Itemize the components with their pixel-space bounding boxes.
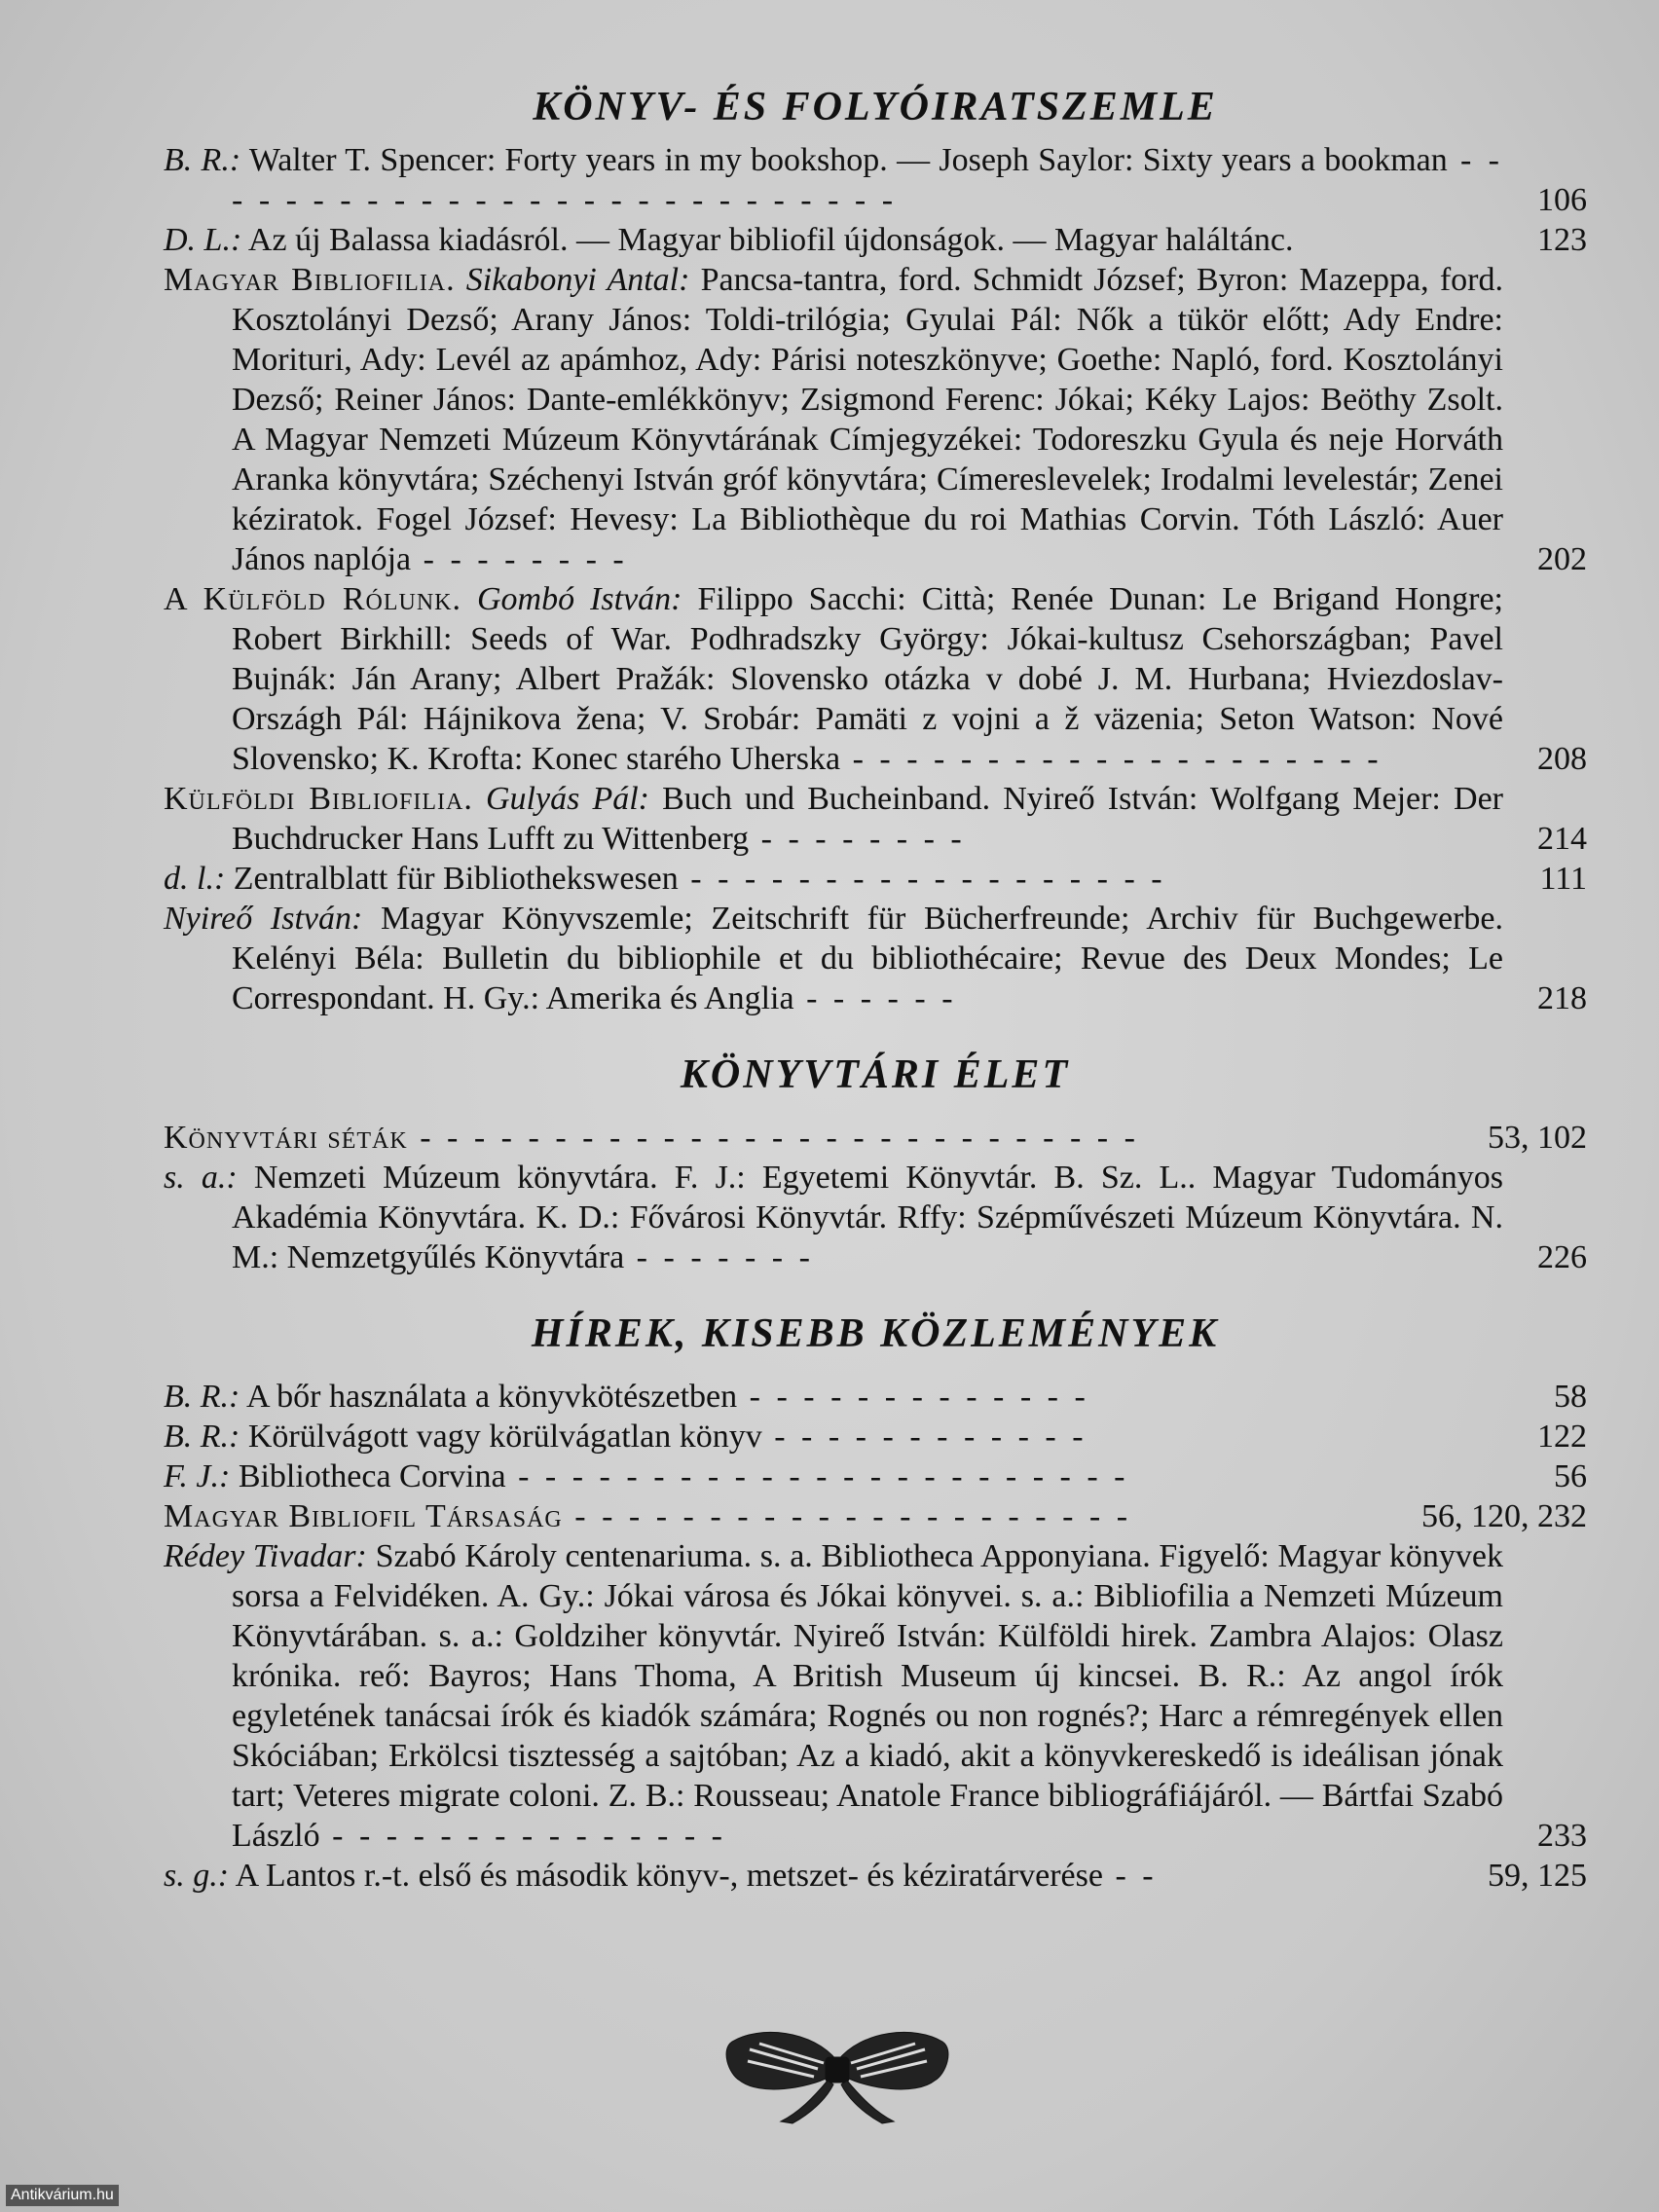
toc-entry: D. L.: Az új Balassa kiadásról. — Magyar bibliofil újdonságok. — Magyar haláltánc. 123 [164,222,1587,258]
page-number: 202 [1537,541,1587,577]
page-number: 122 [1537,1419,1587,1455]
toc-entry: B. R.: Körülvágott vagy körülvágatlan könyv - - - - - - - - - - - - 122 [164,1419,1587,1455]
toc-entry: B. R.: Walter T. Spencer: Forty years in my bookshop. — Joseph Saylor: Sixty years a bookman - - - - - - - - - - - - - - - - - - - - - - - - - - - 106 [164,142,1587,218]
page-number: 123 [1537,222,1587,258]
section-heading: KÖNYV- ÉS FOLYÓIRATSZEMLE [533,85,1218,129]
page-number: 208 [1537,741,1587,777]
toc-entry: A Külföld Rólunk. Gombó István: Filippo Sacchi: Città; Renée Dunan: Le Brigand Hongre; Robert Birkhill: Seeds of War. Podhradszky György: Jókai-kultusz Csehországban; Pavel Bujnák: Ján Arany; Albert Pražák: Slovensko otázka v dobé J. M. Hurbana; Hviezdoslav-Országh Pál: Hájnikova žena; V. Srobár: Pamäti z vojni a ž väzenia; Seton Watson: Nové Slovensko; K. Krofta: Konec starého Uherska - - - - - - - - - - - - - - - - - - - - 208 [164,581,1587,777]
watermark: Antikvárium.hu [6,2185,119,2206]
toc-entry: Könyvtári séták - - - - - - - - - - - - - - - - - - - - - - - - - - - 53, 102 [164,1120,1587,1156]
toc-entry: Magyar Bibliofil Társaság - - - - - - - - - - - - - - - - - - - - - 56, 120, 232 [164,1498,1587,1534]
page-number: 56 [1554,1458,1587,1494]
page-number: 214 [1537,821,1587,857]
section-heading: HÍREK, KISEBB KÖZLEMÉNYEK [531,1311,1220,1356]
table-of-contents [164,78,1587,1896]
page-number: 233 [1537,1818,1587,1854]
page-number: 106 [1537,182,1587,218]
page-number: 218 [1537,980,1587,1016]
toc-entry: s. g.: A Lantos r.-t. első és második könyv-, metszet- és kéziratárverése - - 59, 125 [164,1858,1587,1894]
page-number: 56, 120, 232 [1421,1498,1587,1534]
toc-entry: s. a.: Nemzeti Múzeum könyvtára. F. J.: Egyetemi Könyvtár. B. Sz. L.. Magyar Tudományos Akadémia Könyvtára. K. D.: Fővárosi Könyvtár. Rffy: Szépművészeti Múzeum Könyvtára. N. M.: Nemzetgyűlés Könyvtára - - - - - - - 226 [164,1160,1587,1275]
page-number: 59, 125 [1488,1858,1587,1894]
toc-entry: F. J.: Bibliotheca Corvina - - - - - - - - - - - - - - - - - - - - - - - 56 [164,1458,1587,1494]
page-number: 53, 102 [1488,1120,1587,1156]
toc-entry: d. l.: Zentralblatt für Bibliothekswesen - - - - - - - - - - - - - - - - - - 111 [164,861,1587,897]
page-number: 58 [1554,1379,1587,1415]
page-number: 226 [1537,1239,1587,1275]
toc-entry: Külföldi Bibliofilia. Gulyás Pál: Buch und Bucheinband. Nyireő István: Wolfgang Mejer: Der Buchdrucker Hans Lufft zu Wittenberg - - - - - - - - 214 [164,781,1587,857]
toc-entry: B. R.: A bőr használata a könyvkötészetben - - - - - - - - - - - - - 58 [164,1379,1587,1415]
toc-entry: Magyar Bibliofilia. Sikabonyi Antal: Pancsa-tantra, ford. Schmidt József; Byron: Mazeppa, ford. Kosztolányi Dezső; Arany János: Toldi-trilógia; Gyulai Pál: Nők a tükör előtt; Ady Endre: Morituri, Ady: Levél az apámhoz, Ady: Párisi noteszkönyve; Goethe: Napló, ford. Kosztolányi Dezső; Reiner János: Dante-emlékkönyv; Zsigmond Ferenc: Jókai; Kéky Lajos: Beöthy Zsolt. A Magyar Nemzeti Múzeum Könyvtárának Címjegyzékei: Todoreszku Gyula és neje Horváth Aranka könyvtára; Széchenyi István gróf könyvtára; Címereslevelek; Irodalmi levelestár; Zenei kéziratok. Fogel József: Hevesy: La Bibliothèque du roi Mathias Corvin. Tóth László: Auer János naplója - - - - - - - - 202 [164,262,1587,577]
section-heading: KÖNYVTÁRI ÉLET [680,1052,1071,1097]
page-number: 111 [1539,861,1587,897]
toc-entry: Nyireő István: Magyar Könyvszemle; Zeitschrift für Bücherfreunde; Archiv für Buchgewerbe. Kelényi Béla: Bulletin du bibliophile et du bibliothécaire; Revue des Deux Mondes; Le Correspondant. H. Gy.: Amerika és Anglia - - - - - - 218 [164,901,1587,1016]
bow-ornament-icon [720,2020,954,2127]
toc-entry: Rédey Tivadar: Szabó Károly centenariuma. s. a. Bibliotheca Apponyiana. Figyelő: Magyar könyvek sorsa a Felvidéken. A. Gy.: Jókai városa és Jókai könyvei. s. a.: Bibliofilia a Nemzeti Múzeum Könyvtárában. s. a.: Goldziher könyvtár. Nyireő István: Külföldi hirek. Zambra Alajos: Olasz krónika. reő: Bayros; Hans Thoma, A British Museum új kincsei. B. R.: Az angol írók egyletének tanácsai írók és kiadók számára; Rognés ou non rognés?; Harc a rémregények ellen Skóciában; Erkölcsi tisztesség a sajtóban; Az a kiadó, akit a könyvkereskedő is ideálisan jónak tart; Veteres migrate coloni. Z. B.: Rousseau; Anatole France bibliográfiájáról. — Bártfai Szabó László - - - - - - - - - - - - - - - 233 [164,1538,1587,1854]
